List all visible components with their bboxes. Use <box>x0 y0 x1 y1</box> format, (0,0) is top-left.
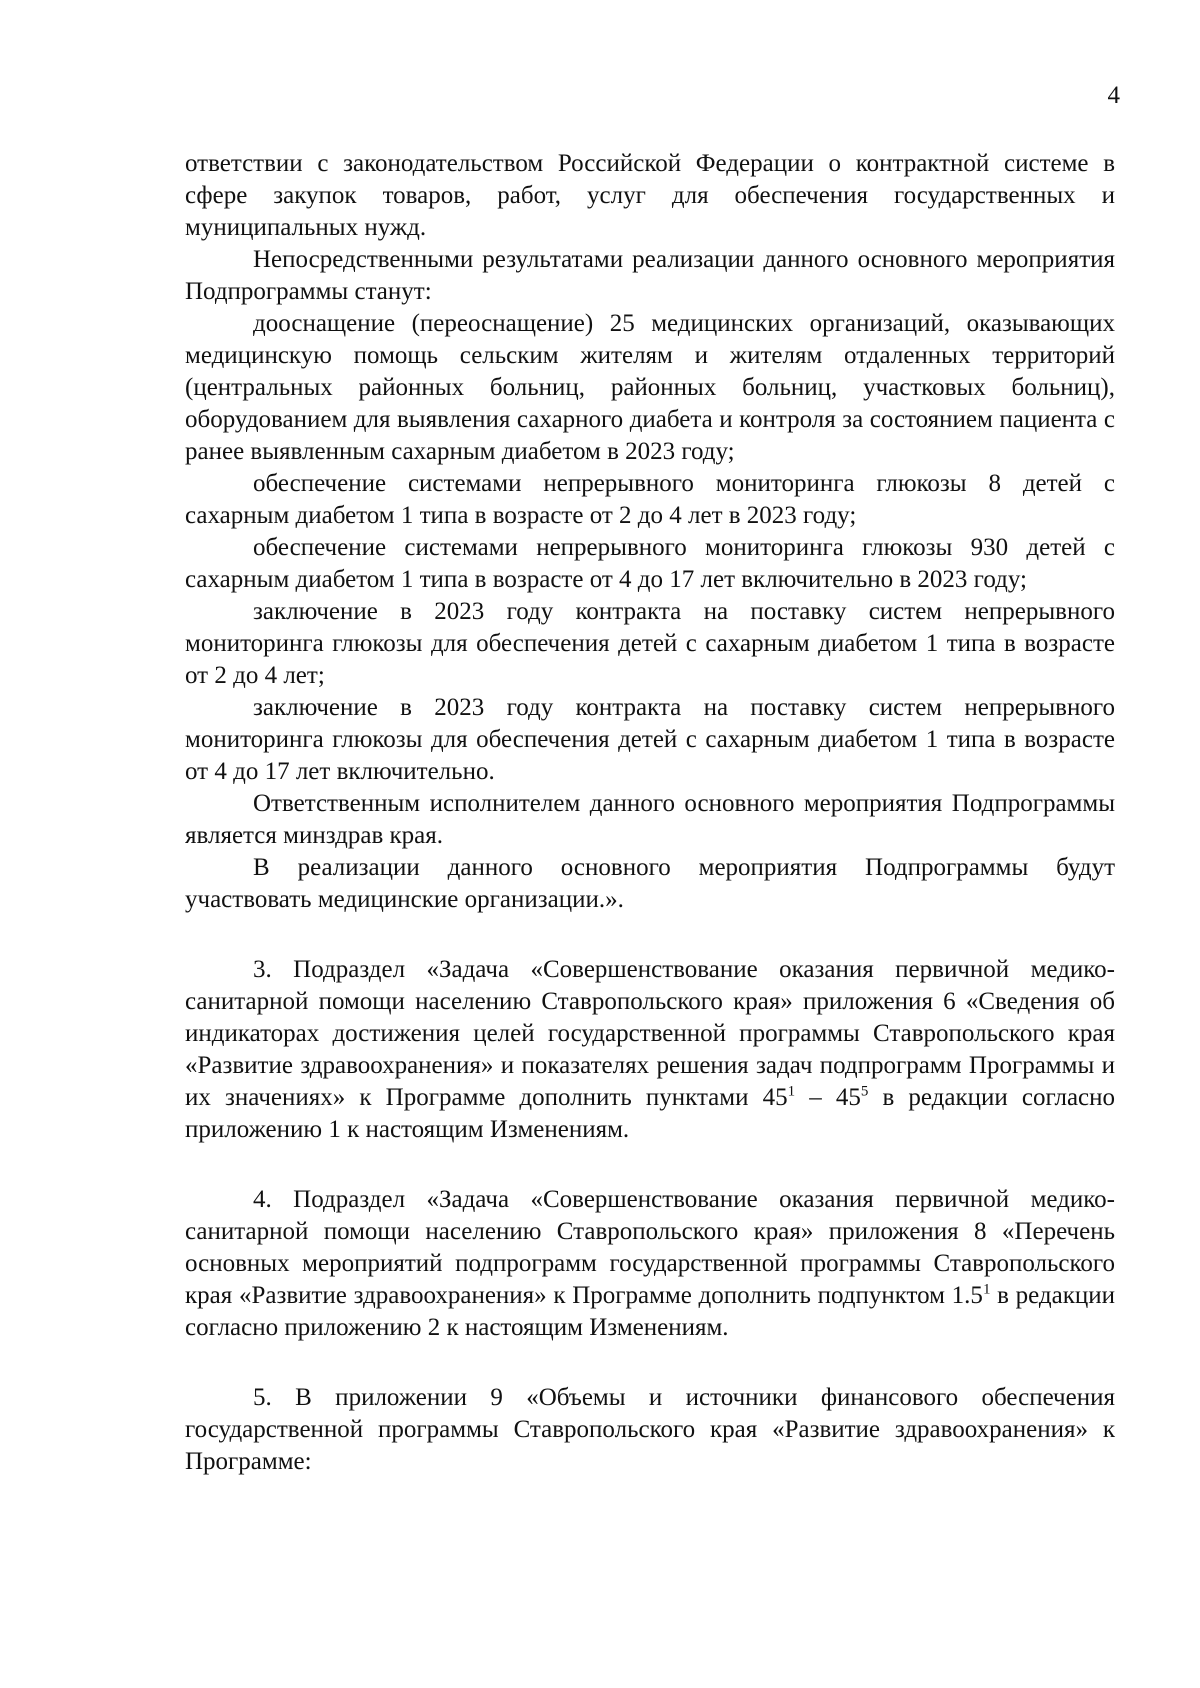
paragraph-responsible: Ответственным исполнителем данного основного мероприятия Подпрограммы является минздрав края. <box>185 790 1115 849</box>
item-3-text-b: – 45 <box>795 1084 861 1111</box>
paragraph-continuation: ответствии с законодательством Российской Федерации о контрактной системе в сфере закупок товаров, работ, услуг для обеспечения государственных и муниципальных нужд. <box>185 150 1115 241</box>
paragraph-contract-2-4: заключение в 2023 году контракта на поставку систем непрерывного мониторинга глюкозы для обеспечения детей с сахарным диабетом 1 типа в возрасте от 2 до 4 лет; <box>185 598 1115 689</box>
item-4-text-b: в редакции согласно приложению 2 к настоящим Изменениям. <box>185 1282 1116 1341</box>
item-3-text-a: 3. Подраздел «Задача «Совершенствование оказания первичной медико-санитарной помощи населению Ставропольского края» приложения 6 «Сведения об индикаторах достижения целей государственной программы Ставропольского края «Развитие здравоохранения» и показателях решения задач подпрограмм Программы и их значениях» к Программе дополнить пунктами 45 <box>185 956 1115 1111</box>
item-3-text-c: в редакции согласно приложению 1 к настоящим Изменениям. <box>185 1084 1116 1143</box>
paragraph-item-3 <box>185 954 1115 1146</box>
paragraph-item-5: 5. В приложении 9 «Объемы и источники финансового обеспечения государственной программы Ставропольского края «Развитие здравоохранения» к Программе: <box>185 1384 1115 1475</box>
paragraph-monitoring-8: обеспечение системами непрерывного мониторинга глюкозы 8 детей с сахарным диабетом 1 типа в возрасте от 2 до 4 лет в 2023 году; <box>185 470 1115 529</box>
paragraph-results-intro: Непосредственными результатами реализации данного основного мероприятия Подпрограммы станут: <box>185 246 1115 305</box>
item-4-text-a: 4. Подраздел «Задача «Совершенствование оказания первичной медико-санитарной помощи населению Ставропольского края» приложения 8 «Перечень основных мероприятий подпрограмм государственной программы Ставропольского края «Развитие здравоохранения» к Программе дополнить подпунктом 1.5 <box>185 1186 1115 1309</box>
paragraph-item-4 <box>185 1184 1115 1344</box>
item-3-superscript-5: 5 <box>860 1083 869 1100</box>
paragraph-participants: В реализации данного основного мероприятия Подпрограммы будут участвовать медицинские организации.». <box>185 854 1115 913</box>
document-body <box>185 148 1115 1478</box>
item-4-superscript-1: 1 <box>982 1281 991 1298</box>
paragraph-contract-4-17: заключение в 2023 году контракта на поставку систем непрерывного мониторинга глюкозы для обеспечения детей с сахарным диабетом 1 типа в возрасте от 4 до 17 лет включительно. <box>185 694 1115 785</box>
paragraph-monitoring-930: обеспечение системами непрерывного мониторинга глюкозы 930 детей с сахарным диабетом 1 типа в возрасте от 4 до 17 лет включительно в 2023 году; <box>185 534 1115 593</box>
item-3-superscript-1: 1 <box>787 1083 796 1100</box>
page-number: 4 <box>1107 82 1120 109</box>
paragraph-equipment: дооснащение (переоснащение) 25 медицинских организаций, оказывающих медицинскую помощь сельским жителям и жителям отдаленных территорий (центральных районных больниц, районных больниц, участковых больниц), оборудованием для выявления сахарного диабета и контроля за состоянием пациента с ранее выявленным сахарным диабетом в 2023 году; <box>185 310 1115 465</box>
